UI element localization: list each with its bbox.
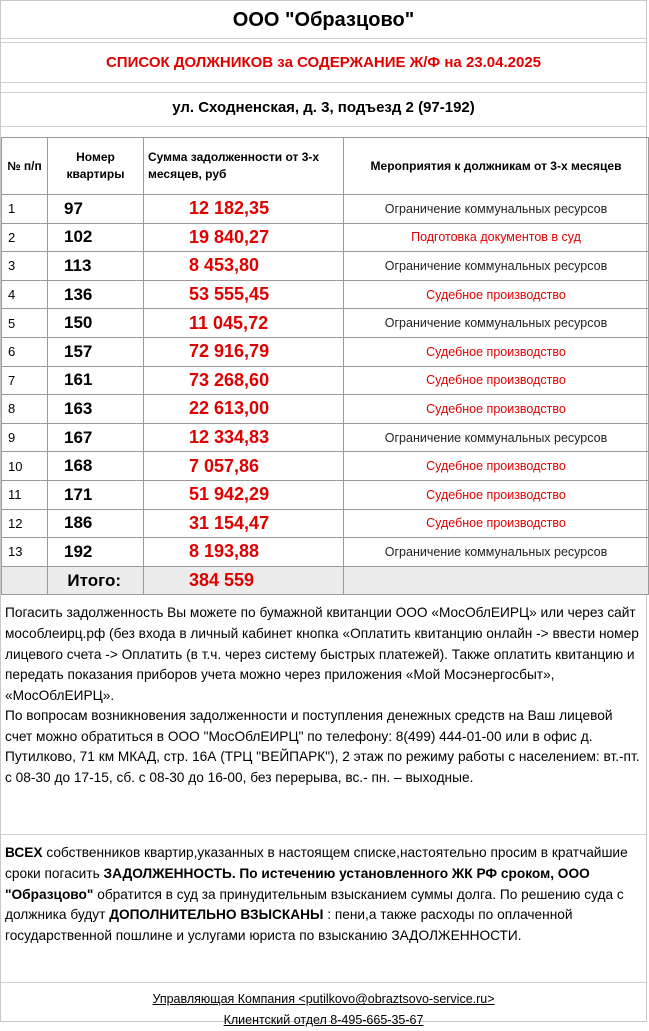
apartment-number: 136 [48,280,144,309]
client-department-phone[interactable]: Клиентский отдел 8-495-665-35-67 [223,1013,424,1028]
warning-bold-all: ВСЕХ [5,845,43,861]
total-label: Итого: [48,566,144,595]
debt-amount: 8 453,80 [144,252,344,281]
apartment-number: 186 [48,509,144,538]
row-number: 4 [2,280,48,309]
legal-warning-paragraph [5,843,642,946]
header-amount: Сумма задолженности от 3-х месяцев, руб [144,138,344,195]
debt-amount: 12 182,35 [144,195,344,224]
payment-info [1,595,646,835]
debt-amount: 72 916,79 [144,337,344,366]
apartment-number: 167 [48,423,144,452]
table-row [2,480,649,509]
debt-amount: 11 045,72 [144,309,344,338]
address: ул. Сходненская, д. 3, подъезд 2 (97-192) [1,93,646,127]
table-row [2,538,649,567]
spacer-row [1,83,646,93]
warning-bold-additional: ДОПОЛНИТЕЛЬНО ВЗЫСКАНЫ [109,907,324,923]
header-num: № п/п [2,138,48,195]
debtor-action: Судебное производство [344,337,649,366]
total-empty-cell [344,566,649,595]
warning-bold-debt: ЗАДОЛЖЕННОСТЬ. По истечению установленного ЖК РФ сроком, ООО "Образцово" [5,865,590,902]
row-number: 6 [2,337,48,366]
debt-amount: 53 555,45 [144,280,344,309]
debt-amount: 51 942,29 [144,480,344,509]
debtor-action: Судебное производство [344,452,649,481]
warning-text-1: собственников квартир,указанных в настоящем списке,настоятельно просим в кратчайшие сроки погасить [5,845,628,881]
debtor-action: Ограничение коммунальных ресурсов [344,309,649,338]
spacer-row [1,127,646,137]
table-row [2,223,649,252]
debtor-action: Судебное производство [344,280,649,309]
row-number: 13 [2,538,48,567]
table-row [2,280,649,309]
apartment-number: 150 [48,309,144,338]
payment-info-paragraph-2: По вопросам возникновения задолженности и поступления денежных средств на Ваш лицевой счет можно обратиться в ООО "МосОблЕИРЦ" по телефону: 8(499) 444-01-00 или в офис д. Путилково, 71 км МКАД, стр. 16А (ТРЦ "ВЕЙПАРК"), 2 этаж по режиму работы с населением: вт.-пт. с 08-30 до 17-15, сб. с 08-30 до 16-00, без перерыва, вс.- пн. – выходные. [5,708,640,786]
debtor-action: Судебное производство [344,395,649,424]
row-number: 2 [2,223,48,252]
table-row [2,395,649,424]
table-row [2,423,649,452]
apartment-number: 168 [48,452,144,481]
row-number: 9 [2,423,48,452]
apartment-number: 157 [48,337,144,366]
apartment-number: 161 [48,366,144,395]
debtor-action: Ограничение коммунальных ресурсов [344,252,649,281]
debtor-action: Ограничение коммунальных ресурсов [344,538,649,567]
table-row [2,309,649,338]
debt-amount: 7 057,86 [144,452,344,481]
debtor-action: Судебное производство [344,366,649,395]
debtor-action: Ограничение коммунальных ресурсов [344,423,649,452]
total-value: 384 559 [144,566,344,595]
row-number: 5 [2,309,48,338]
table-header-row [2,138,649,195]
debt-amount: 19 840,27 [144,223,344,252]
table-row [2,337,649,366]
row-number: 1 [2,195,48,224]
table-row [2,252,649,281]
debt-amount: 22 613,00 [144,395,344,424]
debt-amount: 73 268,60 [144,366,344,395]
debt-amount: 8 193,88 [144,538,344,567]
payment-info-paragraph-1: Погасить задолженность Вы можете по бумажной квитанции ООО «МосОблЕИРЦ» или через сайт мособлеирц.рф (без входа в личный кабинет кнопка «Оплатить квитанцию онлайн -> ввести номер лицевого счета -> Оплатить (в т.ч. через систему быстрых платежей). Также оплатить квитанцию и передать показания приборов учета можно через приложения «Мой Мосэнергосбыт», «МосОблЕИРЦ». [5,605,639,703]
table-row [2,366,649,395]
list-title: СПИСОК ДОЛЖНИКОВ за СОДЕРЖАНИЕ Ж/Ф на 23.04.2025 [1,43,646,83]
debtor-action: Ограничение коммунальных ресурсов [344,195,649,224]
org-name: ООО "Образцово" [1,1,646,39]
row-number: 8 [2,395,48,424]
warning-text-2: обратится в суд за принудительным взысканием суммы долга. По решению суда с должника будут [5,886,624,923]
row-number: 12 [2,509,48,538]
total-empty-cell [2,566,48,595]
row-number: 3 [2,252,48,281]
total-row [2,566,649,595]
debtor-action: Подготовка документов в суд [344,223,649,252]
debtor-action: Судебное производство [344,480,649,509]
apartment-number: 97 [48,195,144,224]
table-row [2,452,649,481]
apartment-number: 163 [48,395,144,424]
apartment-number: 171 [48,480,144,509]
debtor-action: Судебное производство [344,509,649,538]
apartment-number: 192 [48,538,144,567]
header-action: Мероприятия к должникам от 3-х месяцев [344,138,649,195]
legal-warning [1,835,646,983]
debtors-table [1,137,649,595]
debt-amount: 12 334,83 [144,423,344,452]
apartment-number: 102 [48,223,144,252]
row-number: 7 [2,366,48,395]
management-company-contact[interactable]: Управляющая Компания <putilkovo@obraztsovo-service.ru> [152,992,495,1007]
apartment-number: 113 [48,252,144,281]
table-row [2,195,649,224]
header-apartment: Номер квартиры [48,138,144,195]
warning-text-3: : пени,а также расходы по оплаченной государственной пошлине и услугами юриста по взысканию ЗАДОЛЖЕННОСТИ. [5,907,573,943]
table-row [2,509,649,538]
row-number: 10 [2,452,48,481]
debt-amount: 31 154,47 [144,509,344,538]
row-number: 11 [2,480,48,509]
